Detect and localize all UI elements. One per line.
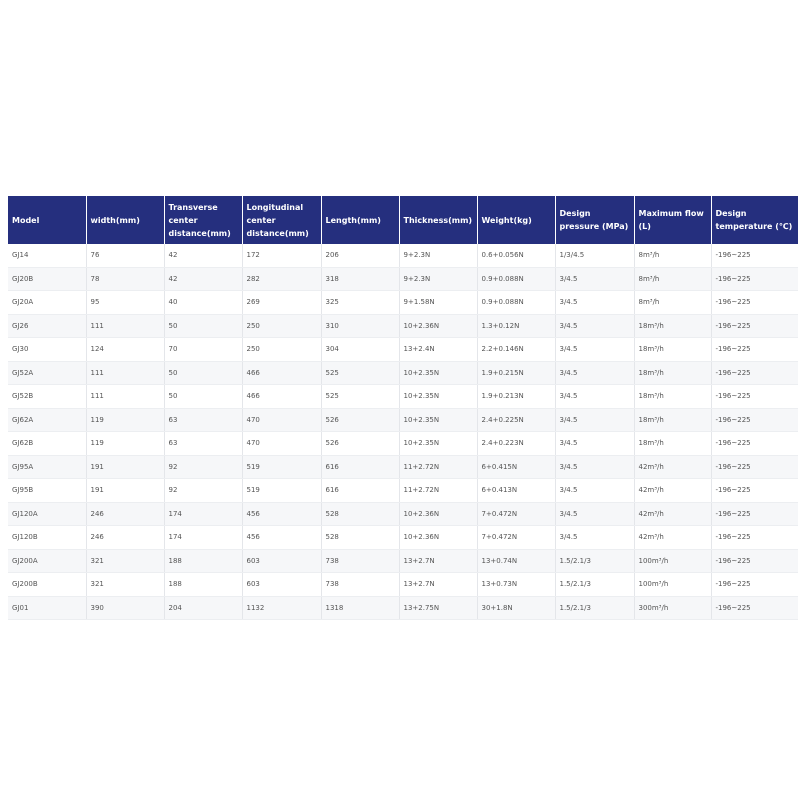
- cell-model: GJ62B: [8, 432, 86, 456]
- cell-transverse-center-distance: 70: [164, 338, 242, 362]
- cell-longitudinal-center-distance: 470: [242, 408, 321, 432]
- table-body: [8, 244, 798, 620]
- cell-width: 390: [86, 596, 164, 620]
- cell-length: 526: [321, 408, 399, 432]
- table-row: [8, 455, 798, 479]
- cell-thickness: 10+2.35N: [399, 408, 477, 432]
- cell-length: 318: [321, 267, 399, 291]
- cell-maximum-flow: 42m³/h: [634, 526, 711, 550]
- cell-design-temperature: -196~225: [711, 408, 798, 432]
- table-row: [8, 573, 798, 597]
- table-row: [8, 361, 798, 385]
- cell-design-pressure: 3/4.5: [555, 455, 634, 479]
- cell-length: 738: [321, 573, 399, 597]
- cell-design-pressure: 3/4.5: [555, 479, 634, 503]
- cell-weight: 1.3+0.12N: [477, 314, 555, 338]
- cell-longitudinal-center-distance: 456: [242, 526, 321, 550]
- cell-width: 78: [86, 267, 164, 291]
- cell-length: 1318: [321, 596, 399, 620]
- cell-weight: 2.4+0.223N: [477, 432, 555, 456]
- cell-design-temperature: -196~225: [711, 361, 798, 385]
- cell-thickness: 13+2.75N: [399, 596, 477, 620]
- cell-weight: 13+0.74N: [477, 549, 555, 573]
- cell-maximum-flow: 18m³/h: [634, 314, 711, 338]
- cell-transverse-center-distance: 42: [164, 244, 242, 267]
- column-header-thickness: Thickness(mm): [399, 196, 477, 244]
- column-header-width: width(mm): [86, 196, 164, 244]
- cell-weight: 2.4+0.225N: [477, 408, 555, 432]
- table-row: [8, 432, 798, 456]
- table-row: [8, 408, 798, 432]
- cell-width: 124: [86, 338, 164, 362]
- cell-model: GJ62A: [8, 408, 86, 432]
- table-row: [8, 244, 798, 267]
- cell-design-temperature: -196~225: [711, 338, 798, 362]
- cell-width: 191: [86, 455, 164, 479]
- cell-model: GJ01: [8, 596, 86, 620]
- cell-model: GJ120B: [8, 526, 86, 550]
- cell-thickness: 10+2.36N: [399, 502, 477, 526]
- cell-design-temperature: -196~225: [711, 502, 798, 526]
- cell-design-pressure: 1.5/2.1/3: [555, 573, 634, 597]
- cell-maximum-flow: 100m³/h: [634, 549, 711, 573]
- cell-longitudinal-center-distance: 466: [242, 361, 321, 385]
- cell-design-temperature: -196~225: [711, 291, 798, 315]
- cell-thickness: 11+2.72N: [399, 479, 477, 503]
- cell-maximum-flow: 18m³/h: [634, 385, 711, 409]
- cell-design-pressure: 1.5/2.1/3: [555, 549, 634, 573]
- cell-weight: 7+0.472N: [477, 502, 555, 526]
- cell-weight: 0.6+0.056N: [477, 244, 555, 267]
- cell-design-temperature: -196~225: [711, 244, 798, 267]
- cell-longitudinal-center-distance: 603: [242, 549, 321, 573]
- cell-design-temperature: -196~225: [711, 455, 798, 479]
- cell-longitudinal-center-distance: 172: [242, 244, 321, 267]
- cell-weight: 1.9+0.215N: [477, 361, 555, 385]
- cell-length: 738: [321, 549, 399, 573]
- cell-model: GJ52A: [8, 361, 86, 385]
- cell-model: GJ200B: [8, 573, 86, 597]
- cell-thickness: 13+2.7N: [399, 549, 477, 573]
- cell-model: GJ52B: [8, 385, 86, 409]
- cell-thickness: 10+2.35N: [399, 432, 477, 456]
- cell-design-pressure: 3/4.5: [555, 314, 634, 338]
- cell-thickness: 9+1.58N: [399, 291, 477, 315]
- cell-width: 246: [86, 502, 164, 526]
- table-header: [8, 196, 798, 244]
- column-header-transverse-center-distance: Transverse center distance(mm): [164, 196, 242, 244]
- cell-weight: 0.9+0.088N: [477, 267, 555, 291]
- cell-longitudinal-center-distance: 519: [242, 455, 321, 479]
- cell-longitudinal-center-distance: 519: [242, 479, 321, 503]
- column-header-longitudinal-center-distance: Longitudinal center distance(mm): [242, 196, 321, 244]
- cell-length: 325: [321, 291, 399, 315]
- cell-design-temperature: -196~225: [711, 596, 798, 620]
- cell-width: 119: [86, 408, 164, 432]
- cell-transverse-center-distance: 92: [164, 455, 242, 479]
- header-row: [8, 196, 798, 244]
- cell-width: 119: [86, 432, 164, 456]
- cell-length: 206: [321, 244, 399, 267]
- cell-design-pressure: 3/4.5: [555, 502, 634, 526]
- cell-design-temperature: -196~225: [711, 385, 798, 409]
- cell-length: 304: [321, 338, 399, 362]
- cell-maximum-flow: 18m³/h: [634, 361, 711, 385]
- cell-longitudinal-center-distance: 282: [242, 267, 321, 291]
- cell-length: 526: [321, 432, 399, 456]
- cell-maximum-flow: 8m³/h: [634, 267, 711, 291]
- cell-transverse-center-distance: 188: [164, 549, 242, 573]
- cell-longitudinal-center-distance: 250: [242, 314, 321, 338]
- column-header-maximum-flow: Maximum flow (L): [634, 196, 711, 244]
- table-row: [8, 526, 798, 550]
- cell-weight: 6+0.415N: [477, 455, 555, 479]
- cell-design-pressure: 3/4.5: [555, 526, 634, 550]
- cell-thickness: 10+2.36N: [399, 314, 477, 338]
- cell-model: GJ14: [8, 244, 86, 267]
- cell-thickness: 9+2.3N: [399, 244, 477, 267]
- cell-transverse-center-distance: 50: [164, 314, 242, 338]
- cell-transverse-center-distance: 40: [164, 291, 242, 315]
- cell-thickness: 11+2.72N: [399, 455, 477, 479]
- cell-design-temperature: -196~225: [711, 526, 798, 550]
- cell-maximum-flow: 8m³/h: [634, 291, 711, 315]
- cell-length: 616: [321, 479, 399, 503]
- cell-model: GJ95B: [8, 479, 86, 503]
- cell-thickness: 10+2.35N: [399, 361, 477, 385]
- cell-length: 310: [321, 314, 399, 338]
- cell-thickness: 13+2.4N: [399, 338, 477, 362]
- cell-model: GJ20B: [8, 267, 86, 291]
- column-header-model: Model: [8, 196, 86, 244]
- cell-longitudinal-center-distance: 603: [242, 573, 321, 597]
- cell-transverse-center-distance: 50: [164, 385, 242, 409]
- cell-thickness: 9+2.3N: [399, 267, 477, 291]
- cell-design-pressure: 3/4.5: [555, 385, 634, 409]
- cell-transverse-center-distance: 50: [164, 361, 242, 385]
- cell-length: 525: [321, 361, 399, 385]
- cell-design-pressure: 1.5/2.1/3: [555, 596, 634, 620]
- cell-design-temperature: -196~225: [711, 432, 798, 456]
- column-header-length: Length(mm): [321, 196, 399, 244]
- cell-design-temperature: -196~225: [711, 267, 798, 291]
- cell-design-pressure: 3/4.5: [555, 291, 634, 315]
- cell-transverse-center-distance: 174: [164, 502, 242, 526]
- cell-width: 111: [86, 361, 164, 385]
- cell-maximum-flow: 100m³/h: [634, 573, 711, 597]
- cell-width: 321: [86, 549, 164, 573]
- cell-maximum-flow: 42m³/h: [634, 455, 711, 479]
- table-row: [8, 596, 798, 620]
- table-row: [8, 267, 798, 291]
- column-header-design-pressure: Design pressure (MPa): [555, 196, 634, 244]
- cell-length: 528: [321, 526, 399, 550]
- cell-weight: 1.9+0.213N: [477, 385, 555, 409]
- cell-width: 111: [86, 314, 164, 338]
- cell-thickness: 13+2.7N: [399, 573, 477, 597]
- cell-length: 528: [321, 502, 399, 526]
- cell-width: 321: [86, 573, 164, 597]
- table-row: [8, 338, 798, 362]
- table-row: [8, 502, 798, 526]
- cell-transverse-center-distance: 63: [164, 432, 242, 456]
- cell-model: GJ95A: [8, 455, 86, 479]
- cell-width: 246: [86, 526, 164, 550]
- cell-model: GJ30: [8, 338, 86, 362]
- cell-transverse-center-distance: 92: [164, 479, 242, 503]
- cell-transverse-center-distance: 204: [164, 596, 242, 620]
- cell-longitudinal-center-distance: 470: [242, 432, 321, 456]
- cell-maximum-flow: 42m³/h: [634, 502, 711, 526]
- cell-design-pressure: 3/4.5: [555, 267, 634, 291]
- cell-design-temperature: -196~225: [711, 479, 798, 503]
- cell-width: 95: [86, 291, 164, 315]
- cell-longitudinal-center-distance: 1132: [242, 596, 321, 620]
- table-row: [8, 385, 798, 409]
- cell-length: 525: [321, 385, 399, 409]
- cell-design-temperature: -196~225: [711, 549, 798, 573]
- cell-maximum-flow: 300m³/h: [634, 596, 711, 620]
- specification-table: [8, 196, 798, 620]
- table-row: [8, 479, 798, 503]
- cell-weight: 13+0.73N: [477, 573, 555, 597]
- cell-design-temperature: -196~225: [711, 314, 798, 338]
- cell-transverse-center-distance: 63: [164, 408, 242, 432]
- cell-thickness: 10+2.35N: [399, 385, 477, 409]
- cell-transverse-center-distance: 42: [164, 267, 242, 291]
- cell-maximum-flow: 18m³/h: [634, 408, 711, 432]
- cell-maximum-flow: 8m³/h: [634, 244, 711, 267]
- cell-weight: 7+0.472N: [477, 526, 555, 550]
- cell-maximum-flow: 18m³/h: [634, 432, 711, 456]
- cell-longitudinal-center-distance: 250: [242, 338, 321, 362]
- cell-design-pressure: 3/4.5: [555, 361, 634, 385]
- cell-longitudinal-center-distance: 269: [242, 291, 321, 315]
- cell-weight: 0.9+0.088N: [477, 291, 555, 315]
- cell-model: GJ200A: [8, 549, 86, 573]
- cell-longitudinal-center-distance: 466: [242, 385, 321, 409]
- cell-longitudinal-center-distance: 456: [242, 502, 321, 526]
- cell-model: GJ26: [8, 314, 86, 338]
- column-header-design-temperature: Design temperature (℃): [711, 196, 798, 244]
- cell-model: GJ120A: [8, 502, 86, 526]
- cell-width: 191: [86, 479, 164, 503]
- cell-design-pressure: 3/4.5: [555, 408, 634, 432]
- cell-weight: 30+1.8N: [477, 596, 555, 620]
- cell-length: 616: [321, 455, 399, 479]
- cell-model: GJ20A: [8, 291, 86, 315]
- cell-width: 76: [86, 244, 164, 267]
- cell-thickness: 10+2.36N: [399, 526, 477, 550]
- cell-design-pressure: 3/4.5: [555, 432, 634, 456]
- cell-transverse-center-distance: 174: [164, 526, 242, 550]
- table-row: [8, 291, 798, 315]
- cell-design-temperature: -196~225: [711, 573, 798, 597]
- table-row: [8, 549, 798, 573]
- cell-maximum-flow: 18m³/h: [634, 338, 711, 362]
- cell-maximum-flow: 42m³/h: [634, 479, 711, 503]
- table-row: [8, 314, 798, 338]
- cell-width: 111: [86, 385, 164, 409]
- cell-design-pressure: 3/4.5: [555, 338, 634, 362]
- cell-transverse-center-distance: 188: [164, 573, 242, 597]
- cell-weight: 6+0.413N: [477, 479, 555, 503]
- column-header-weight: Weight(kg): [477, 196, 555, 244]
- cell-weight: 2.2+0.146N: [477, 338, 555, 362]
- cell-design-pressure: 1/3/4.5: [555, 244, 634, 267]
